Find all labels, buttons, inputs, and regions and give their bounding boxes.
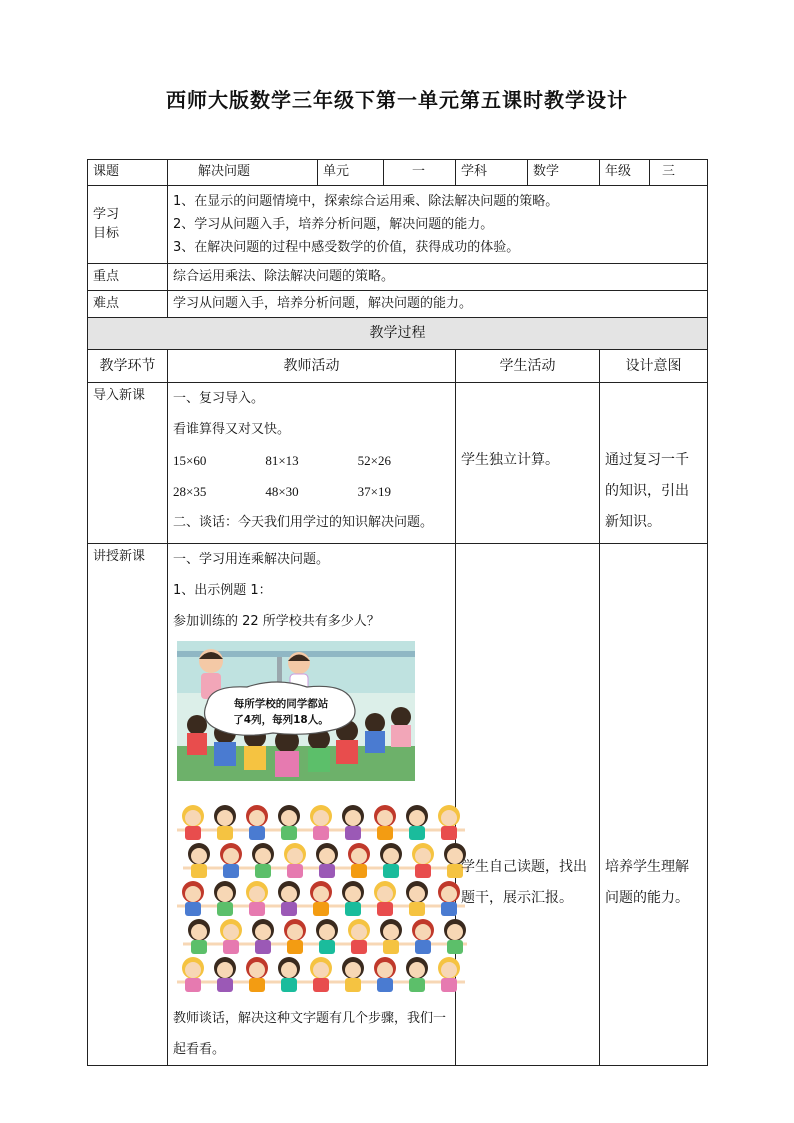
unit-label: 单元	[318, 160, 384, 186]
page-title: 西师大版数学三年级下第一单元第五课时教学设计	[166, 88, 628, 112]
difficulty-text: 学习从问题入手，培养分析问题，解决问题的能力。	[168, 291, 708, 318]
goals-label-2: 目标	[93, 225, 120, 241]
new-after-text: 教师谈话，解决这种文字题有几个步骤，我们一起看看。	[173, 1010, 447, 1057]
intro-intent: 通过复习一千的知识，引出新知识。	[600, 383, 708, 544]
column-header-row	[88, 350, 708, 383]
calc-row	[173, 445, 450, 476]
section-intro-row	[88, 383, 708, 544]
col-student: 学生活动	[456, 350, 600, 383]
goal-item: 3、在解决问题的过程中感受数学的价值，获得成功的体验。	[173, 240, 520, 255]
topic-value: 解决问题	[168, 160, 318, 186]
calc-item: 37×19	[357, 484, 391, 499]
calc-item: 28×35	[173, 484, 207, 499]
bubble-line-2: 了4列，每列18人。	[233, 714, 329, 726]
process-title: 教学过程	[88, 318, 708, 350]
col-stage: 教学环节	[88, 350, 168, 383]
grade-value: 三	[650, 160, 708, 186]
children-group-illustration	[177, 800, 467, 992]
col-teacher: 教师活动	[168, 350, 456, 383]
grade-label: 年级	[600, 160, 650, 186]
calc-item: 15×60	[173, 453, 207, 468]
goals-row	[88, 186, 708, 264]
calc-row	[173, 476, 450, 507]
key-row	[88, 264, 708, 291]
intro-closing: 二、谈话：今天我们用学过的知识解决问题。	[173, 515, 434, 530]
new-line: 参加训练的 22 所学校共有多少人？	[173, 614, 380, 629]
unit-value: 一	[384, 160, 456, 186]
new-teacher	[168, 544, 456, 1066]
intro-line: 看谁算得又对又快。	[173, 422, 291, 437]
intro-line: 一、复习导入。	[173, 391, 265, 406]
goal-item: 2、学习从问题入手，培养分析问题，解决问题的能力。	[173, 217, 494, 232]
section-new-row	[88, 544, 708, 1066]
goals-label-1: 学习	[93, 206, 120, 222]
topic-label: 课题	[88, 160, 168, 186]
col-intent: 设计意图	[600, 350, 708, 383]
new-student: 学生自己读题，找出题干，展示汇报。	[456, 544, 600, 1066]
calc-item: 52×26	[357, 453, 391, 468]
goal-item: 1、在显示的问题情境中，探索综合运用乘、除法解决问题的策略。	[173, 194, 559, 209]
calc-item: 48×30	[265, 484, 299, 499]
difficulty-label: 难点	[88, 291, 168, 318]
goals-list	[168, 186, 708, 264]
key-label: 重点	[88, 264, 168, 291]
example-illustration	[177, 641, 415, 781]
new-line: 一、学习用连乘解决问题。	[173, 552, 330, 567]
difficulty-row	[88, 291, 708, 318]
intro-student: 学生独立计算。	[456, 383, 600, 544]
speech-bubble	[205, 682, 355, 735]
subject-label: 学科	[456, 160, 528, 186]
intro-teacher	[168, 383, 456, 544]
new-intent: 培养学生理解问题的能力。	[600, 544, 708, 1066]
new-stage: 讲授新课	[88, 544, 168, 1066]
key-text: 综合运用乘法、除法解决问题的策略。	[168, 264, 708, 291]
info-row	[88, 160, 708, 186]
subject-value: 数学	[528, 160, 600, 186]
calc-item: 81×13	[265, 453, 299, 468]
lesson-table	[87, 159, 708, 1066]
new-line: 1、出示例题 1：	[173, 583, 272, 598]
intro-stage: 导入新课	[88, 383, 168, 544]
process-bar-row	[88, 318, 708, 350]
children-grid-icon	[177, 805, 467, 992]
bubble-line-1: 每所学校的同学都站	[233, 698, 329, 710]
